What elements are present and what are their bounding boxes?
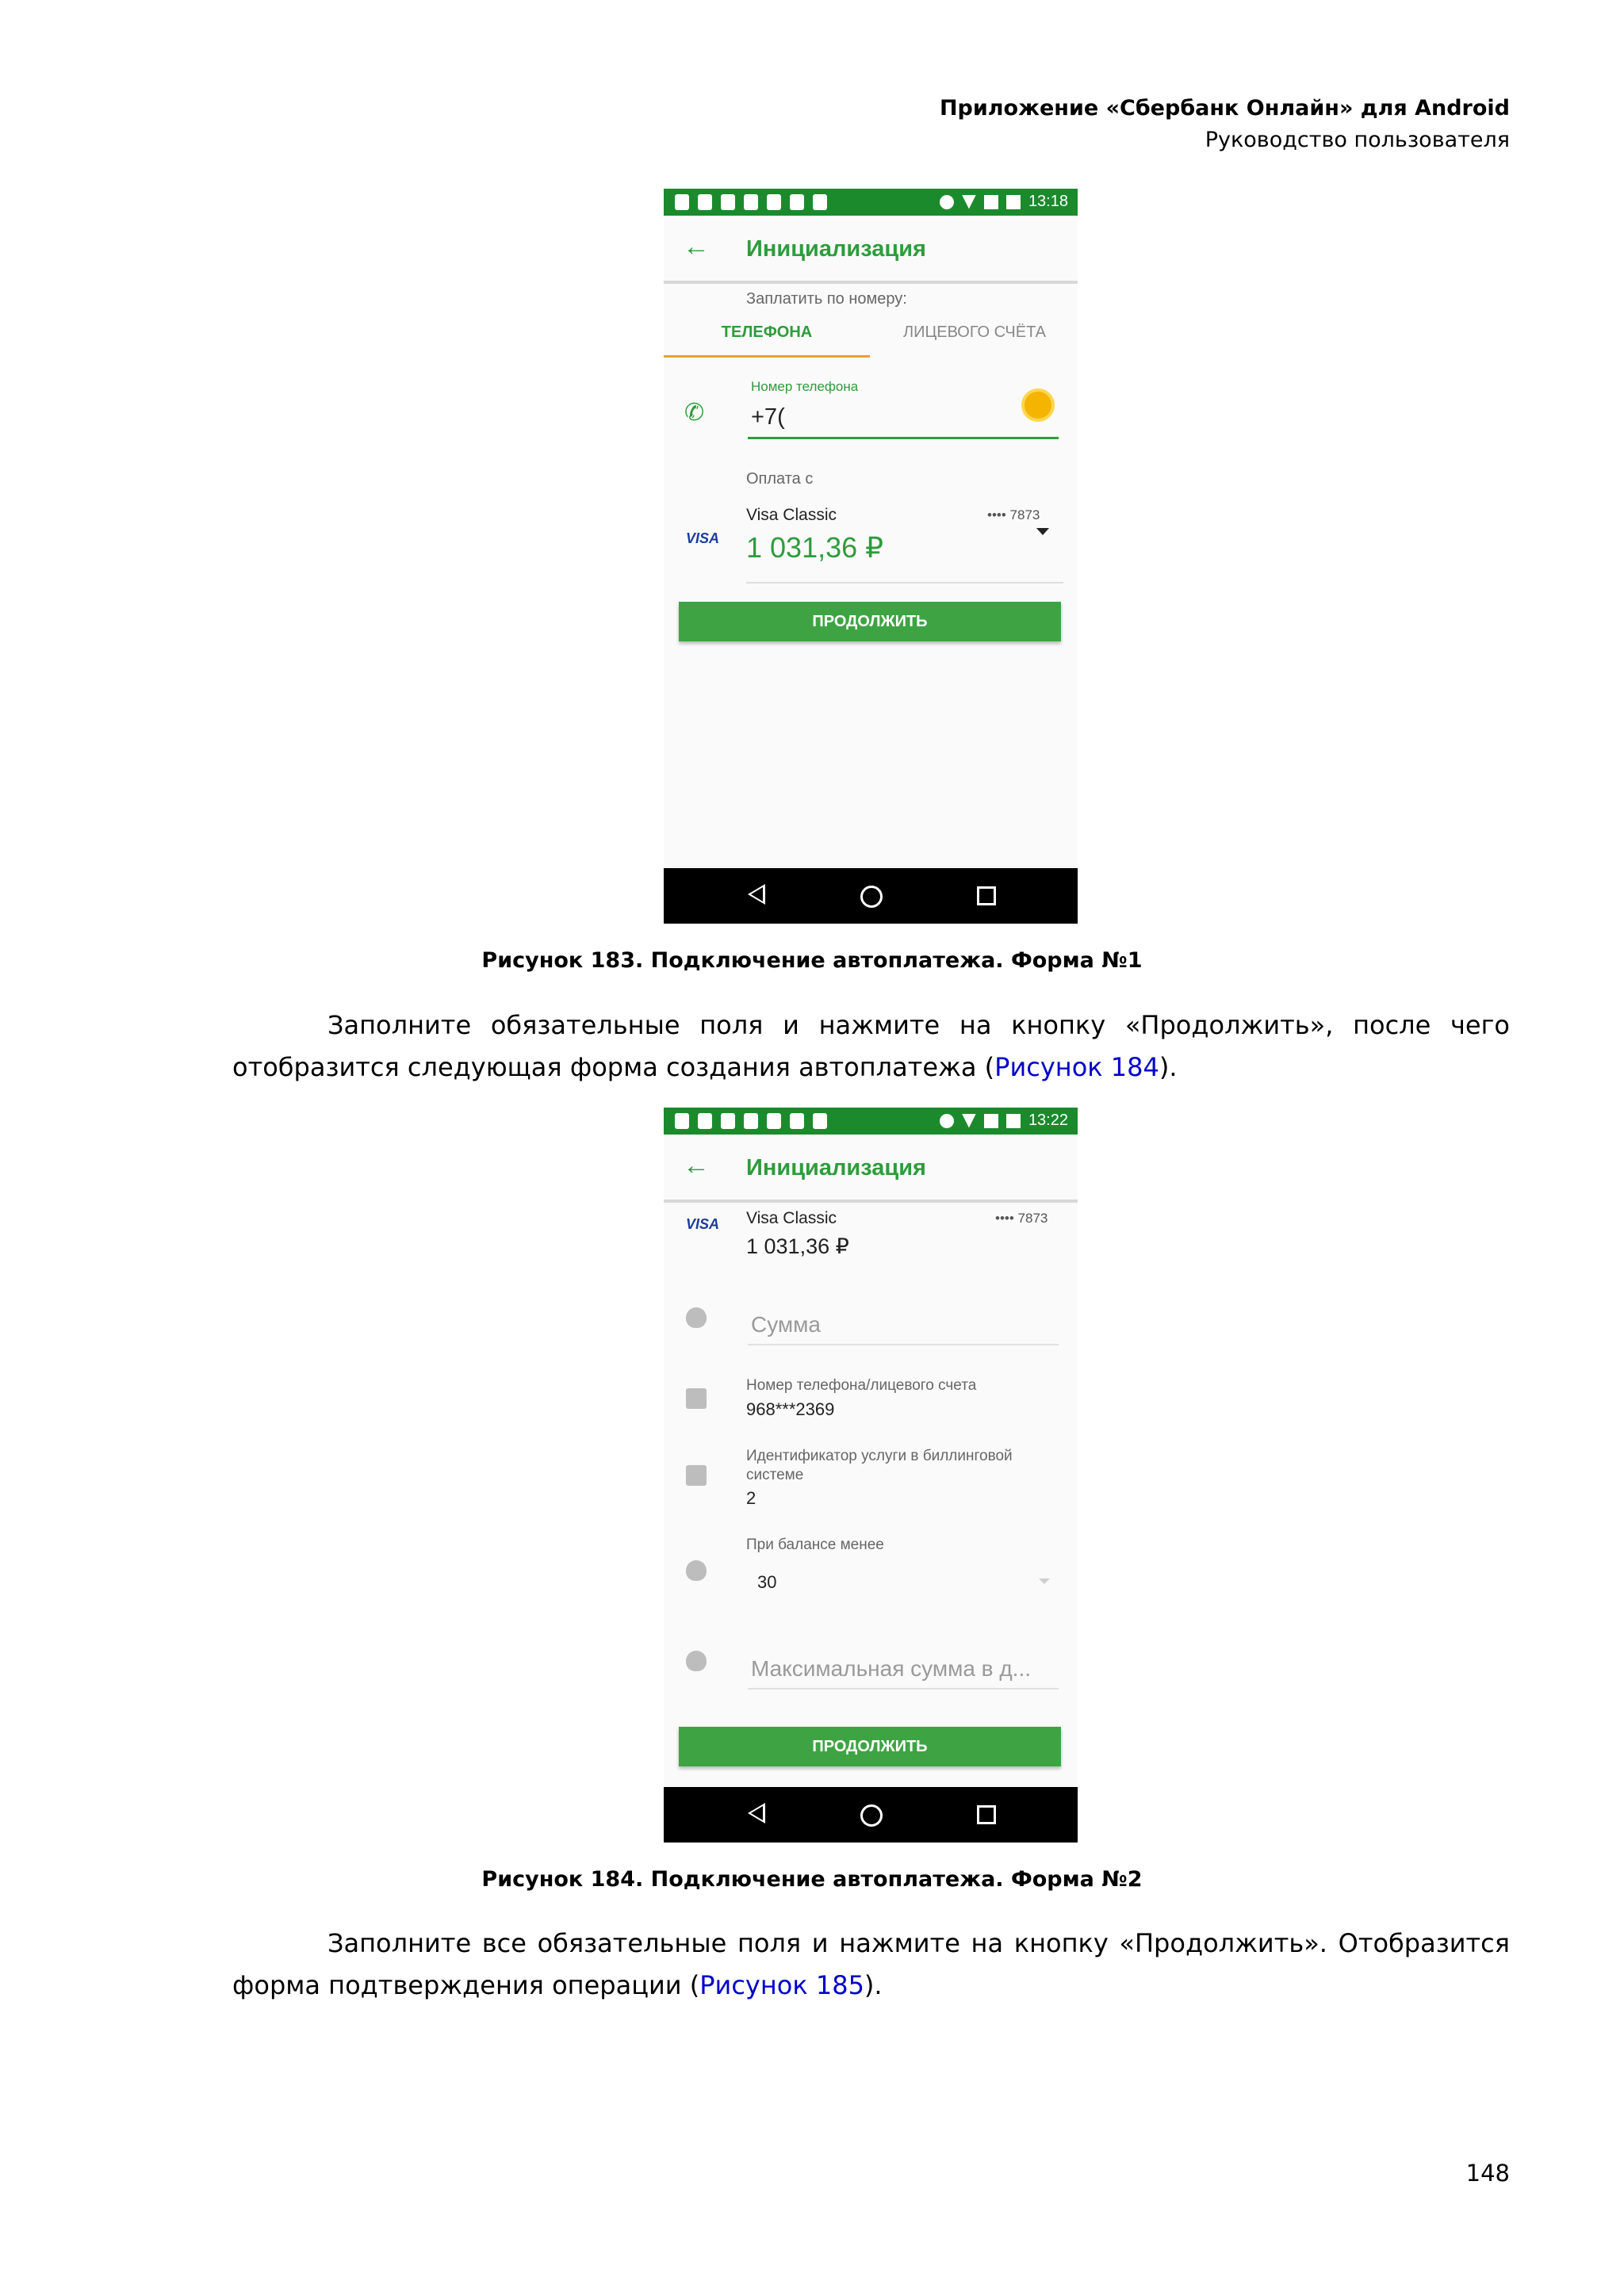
card-divider (746, 582, 1063, 584)
notification-icon (675, 194, 689, 210)
dropdown-arrow-icon[interactable] (1036, 528, 1049, 535)
notification-icon (767, 194, 781, 210)
notification-icons (675, 194, 827, 210)
battery-icon (1006, 195, 1021, 209)
app-bar (664, 1135, 1078, 1203)
document-header-title: Приложение «Сбербанк Онлайн» для Android (939, 96, 1510, 121)
android-nav-bar (664, 1787, 1078, 1843)
app-bar (664, 216, 1078, 284)
contact-picker-icon[interactable] (1021, 388, 1055, 422)
notification-icon (813, 1113, 827, 1129)
pay-from-label: Оплата с (746, 470, 814, 488)
notification-icon (698, 1113, 712, 1129)
back-arrow-icon[interactable]: ← (683, 232, 710, 262)
threshold-label: При балансе менее (746, 1536, 884, 1553)
continue-button[interactable]: ПРОДОЛЖИТЬ (679, 1727, 1061, 1766)
notification-icon (813, 194, 827, 210)
status-time: 13:18 (1028, 193, 1068, 210)
card-number: •••• 7873 (995, 1211, 1048, 1226)
nav-recents-icon[interactable] (977, 886, 996, 905)
figure-link-184[interactable]: Рисунок 184 (994, 1052, 1159, 1082)
money-bag-icon (686, 1560, 707, 1581)
notification-icon (790, 194, 804, 210)
notification-icon (675, 1113, 689, 1129)
tab-phone[interactable]: ТЕЛЕФОНА (664, 323, 870, 358)
card-number: •••• 7873 (987, 507, 1040, 522)
dnd-icon (940, 1114, 954, 1128)
notification-icons (675, 1113, 827, 1129)
document-icon (686, 1465, 707, 1486)
notification-icon (721, 1113, 735, 1129)
account-value: 968***2369 (746, 1399, 835, 1419)
document-icon (686, 1388, 707, 1409)
document-header-subtitle: Руководство пользователя (1205, 128, 1510, 152)
back-arrow-icon[interactable]: ← (683, 1150, 710, 1181)
paragraph-1-end: ). (1159, 1052, 1178, 1082)
notification-icon (744, 194, 758, 210)
money-bag-icon (686, 1307, 707, 1328)
screen-title: Инициализация (746, 236, 926, 262)
status-bar (664, 189, 1078, 216)
phone-screenshot-form-1 (664, 189, 1078, 924)
notification-icon (744, 1113, 758, 1129)
android-nav-bar (664, 868, 1078, 924)
card-name: Visa Classic (746, 506, 837, 524)
figure-caption-183: Рисунок 183. Подключение автоплатежа. Форма №1 (481, 948, 1143, 973)
pay-by-label: Заплатить по номеру: (746, 290, 907, 308)
page-number: 148 (1465, 2160, 1510, 2187)
paragraph-2-end: ). (864, 1970, 883, 2000)
visa-logo: VISA (686, 1216, 720, 1232)
status-time: 13:22 (1028, 1112, 1068, 1129)
battery-icon (1006, 1114, 1021, 1128)
screen-title: Инициализация (746, 1155, 926, 1181)
paragraph-1 (232, 1004, 1510, 1089)
max-sum-input[interactable]: Максимальная сумма в д... (751, 1656, 1032, 1681)
notification-icon (790, 1113, 804, 1129)
phone-field-label: Номер телефона (751, 379, 859, 394)
select-arrow-icon[interactable] (1039, 1578, 1050, 1584)
threshold-select[interactable]: 30 (757, 1572, 777, 1592)
nav-back-icon[interactable] (748, 1803, 765, 1823)
sum-input-underline (748, 1344, 1059, 1345)
signal-icon (984, 195, 998, 209)
phone-screenshot-form-2 (664, 1108, 1078, 1843)
figure-link-185[interactable]: Рисунок 185 (699, 1970, 864, 2000)
wifi-icon (962, 195, 976, 209)
figure-caption-184: Рисунок 184. Подключение автоплатежа. Форма №2 (481, 1867, 1143, 1892)
phone-input-underline (748, 437, 1059, 439)
paragraph-1-text: Заполните обязательные поля и нажмите на кнопку «Продолжить», после чего отобразится следующая форма создания автоплатежа ( (232, 1010, 1510, 1082)
account-label: Номер телефона/лицевого счета (746, 1377, 977, 1394)
wifi-icon (962, 1114, 976, 1128)
phone-input[interactable]: +7( (751, 404, 785, 430)
nav-recents-icon[interactable] (977, 1805, 996, 1824)
sum-input[interactable]: Сумма (751, 1312, 821, 1337)
visa-logo: VISA (686, 530, 720, 546)
card-balance: 1 031,36 ₽ (746, 1234, 849, 1258)
notification-icon (698, 194, 712, 210)
service-id-value: 2 (746, 1488, 756, 1508)
nav-home-icon[interactable] (860, 1804, 883, 1827)
card-name: Visa Classic (746, 1209, 837, 1227)
money-bag-icon (686, 1651, 707, 1671)
card-balance: 1 031,36 ₽ (746, 531, 884, 564)
signal-icon (984, 1114, 998, 1128)
notification-icon (721, 194, 735, 210)
nav-home-icon[interactable] (860, 886, 883, 908)
nav-back-icon[interactable] (748, 884, 765, 905)
notification-icon (767, 1113, 781, 1129)
paragraph-2-text: Заполните все обязательные поля и нажмите на кнопку «Продолжить». Отобразится форма подтверждения операции ( (232, 1928, 1510, 2000)
dnd-icon (940, 195, 954, 209)
paragraph-2 (232, 1923, 1510, 2007)
status-bar (664, 1108, 1078, 1135)
max-sum-underline (748, 1688, 1059, 1689)
phone-icon: ✆ (684, 400, 705, 426)
service-id-label: Идентификатор услуги в биллинговой системе (746, 1448, 1013, 1483)
tab-account[interactable]: ЛИЦЕВОГО СЧЁТА (902, 323, 1047, 341)
continue-button[interactable]: ПРОДОЛЖИТЬ (679, 602, 1061, 641)
